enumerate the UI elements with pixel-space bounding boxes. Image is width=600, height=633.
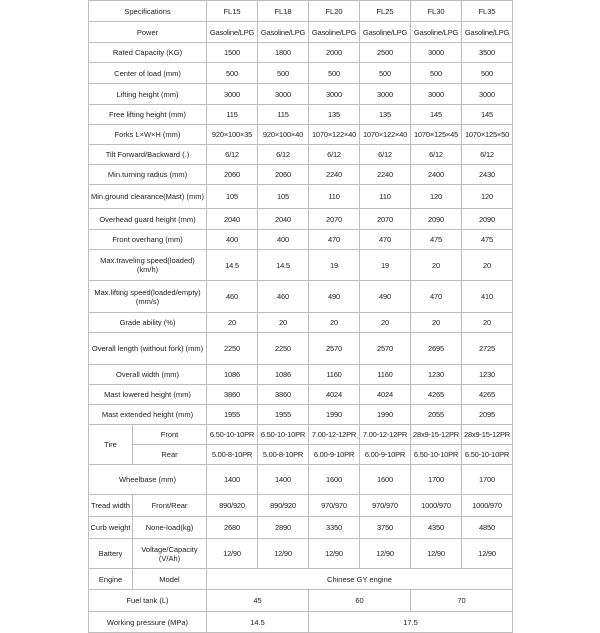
spec-value: 2570 (309, 333, 360, 365)
spec-value: 3000 (309, 84, 360, 105)
spec-value: 12/90 (411, 539, 462, 569)
spec-value: 3750 (360, 517, 411, 539)
spec-row (89, 43, 513, 63)
spec-label: Lifting height (mm) (89, 84, 207, 105)
spec-label: Free lifting height (mm) (89, 105, 207, 125)
fuel-row (89, 590, 513, 612)
spec-row (89, 165, 513, 185)
spec-value: Gasoline/LPG (360, 22, 411, 43)
spec-value: 1086 (258, 365, 309, 385)
spec-value: 1160 (309, 365, 360, 385)
spec-value: 6/12 (411, 145, 462, 165)
spec-label: Forks L×W×H (mm) (89, 125, 207, 145)
spec-row (89, 185, 513, 209)
spec-value: Gasoline/LPG (411, 22, 462, 43)
spec-value: 20 (258, 313, 309, 333)
tire-rear-label: Rear (133, 445, 207, 465)
spec-value: 20 (207, 313, 258, 333)
spec-value: 2250 (207, 333, 258, 365)
pressure-row (89, 612, 513, 633)
spec-value: 1700 (411, 465, 462, 495)
spec-value: 135 (360, 105, 411, 125)
spec-value: 20 (411, 250, 462, 281)
spec-value: 6/12 (360, 145, 411, 165)
spec-value: 500 (360, 63, 411, 84)
spec-value: 28x9-15-12PR (462, 425, 513, 445)
spec-value: 2060 (258, 165, 309, 185)
spec-value: 1070×125×50 (462, 125, 513, 145)
spec-value: 3000 (462, 84, 513, 105)
spec-value: 6/12 (258, 145, 309, 165)
spec-value: 3000 (258, 84, 309, 105)
spec-value: 1700 (462, 465, 513, 495)
spec-value: 970/970 (309, 495, 360, 517)
spec-value: 6.00-9-10PR (309, 445, 360, 465)
spec-value: 500 (207, 63, 258, 84)
curb-label: Curb weight (89, 517, 133, 539)
pressure-label: Working pressure (MPa) (89, 612, 207, 633)
spec-label: Power (89, 22, 207, 43)
tire-label: Tire (89, 425, 133, 465)
spec-row (89, 63, 513, 84)
spec-value: 400 (207, 230, 258, 250)
spec-value: 3000 (411, 43, 462, 63)
tire-front-label: Front (133, 425, 207, 445)
spec-value: 890/920 (207, 495, 258, 517)
spec-value: 5.00-8-10PR (258, 445, 309, 465)
spec-value: Gasoline/LPG (207, 22, 258, 43)
spec-value: 110 (360, 185, 411, 209)
spec-label: Mast extended height (mm) (89, 405, 207, 425)
spec-value: 470 (309, 230, 360, 250)
spec-value: 115 (258, 105, 309, 125)
model-header: FL15 (207, 1, 258, 22)
engine-label: Engine (89, 569, 133, 590)
spec-value: 6/12 (207, 145, 258, 165)
spec-value: 6.50-10-10PR (207, 425, 258, 445)
spec-row (89, 125, 513, 145)
curb-row (89, 517, 513, 539)
spec-value: 4350 (411, 517, 462, 539)
spec-value: 1086 (207, 365, 258, 385)
spec-label: Overall width (mm) (89, 365, 207, 385)
spec-value: 920×100×35 (207, 125, 258, 145)
spec-value: 2400 (411, 165, 462, 185)
spec-value: 2680 (207, 517, 258, 539)
battery-label: Battery (89, 539, 133, 569)
spec-value: 14.5 (207, 250, 258, 281)
spec-value: 19 (360, 250, 411, 281)
spec-value: 500 (309, 63, 360, 84)
curb-sub-label: None-load(kg) (133, 517, 207, 539)
spec-label: Max.traveling speed(loaded) (km/h) (89, 250, 207, 281)
spec-label: Mast lowered height (mm) (89, 385, 207, 405)
spec-value: 6.00-9-10PR (360, 445, 411, 465)
spec-value: 2070 (309, 209, 360, 230)
spec-row (89, 230, 513, 250)
spec-value: 3860 (207, 385, 258, 405)
spec-value: 460 (207, 281, 258, 313)
tire-front-row (89, 425, 513, 445)
spec-value: 410 (462, 281, 513, 313)
spec-value: 2725 (462, 333, 513, 365)
spec-value: 1400 (207, 465, 258, 495)
spec-value: 2090 (411, 209, 462, 230)
fuel-value: 45 (207, 590, 309, 612)
spec-row (89, 385, 513, 405)
spec-value: 2240 (360, 165, 411, 185)
spec-value: 120 (462, 185, 513, 209)
spec-value: 20 (462, 250, 513, 281)
spec-value: Gasoline/LPG (258, 22, 309, 43)
spec-value: 12/90 (258, 539, 309, 569)
spec-value: 145 (462, 105, 513, 125)
spec-value: 7.00-12-12PR (360, 425, 411, 445)
spec-row (89, 405, 513, 425)
spec-value: 20 (411, 313, 462, 333)
spec-value: 2500 (360, 43, 411, 63)
pressure-value: 14.5 (207, 612, 309, 633)
spec-value: 6/12 (462, 145, 513, 165)
spec-row (89, 365, 513, 385)
tread-sub-label: Front/Rear (133, 495, 207, 517)
spec-value: 500 (462, 63, 513, 84)
spec-value: 1230 (462, 365, 513, 385)
spec-value: 2000 (309, 43, 360, 63)
spec-value: 110 (309, 185, 360, 209)
spec-value: 1500 (207, 43, 258, 63)
spec-value: 12/90 (462, 539, 513, 569)
spec-value: 490 (360, 281, 411, 313)
spec-value: 2060 (207, 165, 258, 185)
spec-value: 6.50-10-10PR (462, 445, 513, 465)
fuel-label: Fuel tank (L) (89, 590, 207, 612)
spec-value: 5.00-8-10PR (207, 445, 258, 465)
spec-label: Front overhang (mm) (89, 230, 207, 250)
spec-row (89, 105, 513, 125)
spec-value: 3000 (411, 84, 462, 105)
spec-value: 3000 (360, 84, 411, 105)
wheelbase-row (89, 465, 513, 495)
spec-value: 20 (360, 313, 411, 333)
spec-value: 4265 (411, 385, 462, 405)
spec-row (89, 281, 513, 313)
spec-value: 1990 (360, 405, 411, 425)
tread-row (89, 495, 513, 517)
spec-value: 890/920 (258, 495, 309, 517)
spec-row (89, 333, 513, 365)
header-label: Specifications (89, 1, 207, 22)
spec-value: 2040 (207, 209, 258, 230)
model-header: FL35 (462, 1, 513, 22)
spec-value: Gasoline/LPG (462, 22, 513, 43)
spec-value: 3350 (309, 517, 360, 539)
tire-rear-row (89, 445, 513, 465)
spec-value: 3860 (258, 385, 309, 405)
spec-value: 2890 (258, 517, 309, 539)
spec-row (89, 84, 513, 105)
spec-row (89, 313, 513, 333)
spec-value: 1990 (309, 405, 360, 425)
spec-value: 19 (309, 250, 360, 281)
spec-value: 4850 (462, 517, 513, 539)
spec-value: 12/90 (309, 539, 360, 569)
spec-value: 6/12 (309, 145, 360, 165)
spec-label: Rated Capacity (KG) (89, 43, 207, 63)
spec-value: 145 (411, 105, 462, 125)
spec-value: 460 (258, 281, 309, 313)
spec-value: 970/970 (360, 495, 411, 517)
spec-value: 1000/970 (411, 495, 462, 517)
engine-row (89, 569, 513, 590)
spec-label: Min.turning radius (mm) (89, 165, 207, 185)
spec-label: Grade ability (%) (89, 313, 207, 333)
spec-value: 500 (258, 63, 309, 84)
spec-row (89, 145, 513, 165)
spec-value: 2250 (258, 333, 309, 365)
spec-value: 135 (309, 105, 360, 125)
spec-value: 14.5 (258, 250, 309, 281)
spec-value: 20 (309, 313, 360, 333)
spec-value: 2040 (258, 209, 309, 230)
spec-value: Gasoline/LPG (309, 22, 360, 43)
spec-value: 115 (207, 105, 258, 125)
spec-value: 500 (411, 63, 462, 84)
spec-value: 4024 (309, 385, 360, 405)
battery-sub-label: Voltage/Capacity (V/Ah) (133, 539, 207, 569)
model-header: FL25 (360, 1, 411, 22)
fuel-value: 70 (411, 590, 513, 612)
spec-value: 1955 (207, 405, 258, 425)
spec-value: 1070×122×40 (309, 125, 360, 145)
spec-value: 12/90 (207, 539, 258, 569)
spec-value: 470 (360, 230, 411, 250)
spec-value: 1000/970 (462, 495, 513, 517)
spec-value: 2570 (360, 333, 411, 365)
spec-value: 2695 (411, 333, 462, 365)
spec-label: Overhead guard height (mm) (89, 209, 207, 230)
spec-value: 1600 (309, 465, 360, 495)
spec-table (88, 0, 513, 633)
spec-value: 1600 (360, 465, 411, 495)
engine-value: Chinese GY engine (207, 569, 513, 590)
spec-value: 1230 (411, 365, 462, 385)
spec-value: 1955 (258, 405, 309, 425)
spec-value: 20 (462, 313, 513, 333)
spec-value: 920×100×40 (258, 125, 309, 145)
spec-value: 4265 (462, 385, 513, 405)
spec-value: 1800 (258, 43, 309, 63)
spec-label: Max.lifting speed(loaded/empty) (mm/s) (89, 281, 207, 313)
fuel-value: 60 (309, 590, 411, 612)
spec-value: 3500 (462, 43, 513, 63)
spec-value: 105 (207, 185, 258, 209)
spec-row (89, 250, 513, 281)
engine-sub-label: Model (133, 569, 207, 590)
spec-value: 12/90 (360, 539, 411, 569)
spec-value: 6.50-10-10PR (258, 425, 309, 445)
spec-value: 4024 (360, 385, 411, 405)
spec-value: 1400 (258, 465, 309, 495)
spec-value: 7.00-12-12PR (309, 425, 360, 445)
spec-value: 2070 (360, 209, 411, 230)
spec-label: Tilt Forward/Backward (.) (89, 145, 207, 165)
spec-label: Overall length (without fork) (mm) (89, 333, 207, 365)
model-header: FL20 (309, 1, 360, 22)
spec-value: 475 (411, 230, 462, 250)
spec-value: 6.50-10-10PR (411, 445, 462, 465)
spec-value: 2095 (462, 405, 513, 425)
spec-label: Center of load (mm) (89, 63, 207, 84)
spec-value: 2430 (462, 165, 513, 185)
model-header: FL30 (411, 1, 462, 22)
model-header: FL18 (258, 1, 309, 22)
spec-value: 2240 (309, 165, 360, 185)
spec-value: 470 (411, 281, 462, 313)
spec-value: 1160 (360, 365, 411, 385)
spec-value: 2090 (462, 209, 513, 230)
spec-value: 490 (309, 281, 360, 313)
spec-value: 3000 (207, 84, 258, 105)
spec-label: Min.ground clearance(Mast) (mm) (89, 185, 207, 209)
spec-row (89, 209, 513, 230)
spec-value: 105 (258, 185, 309, 209)
pressure-value: 17.5 (309, 612, 513, 633)
spec-value: 1070×125×45 (411, 125, 462, 145)
spec-value: 400 (258, 230, 309, 250)
spec-value: 28x9-15-12PR (411, 425, 462, 445)
tread-label: Tread width (89, 495, 133, 517)
spec-value: 2055 (411, 405, 462, 425)
spec-table-container (88, 0, 512, 633)
spec-row (89, 22, 513, 43)
spec-label: Wheelbase (mm) (89, 465, 207, 495)
spec-value: 1070×122×40 (360, 125, 411, 145)
battery-row (89, 539, 513, 569)
spec-value: 475 (462, 230, 513, 250)
header-row (89, 1, 513, 22)
spec-value: 120 (411, 185, 462, 209)
